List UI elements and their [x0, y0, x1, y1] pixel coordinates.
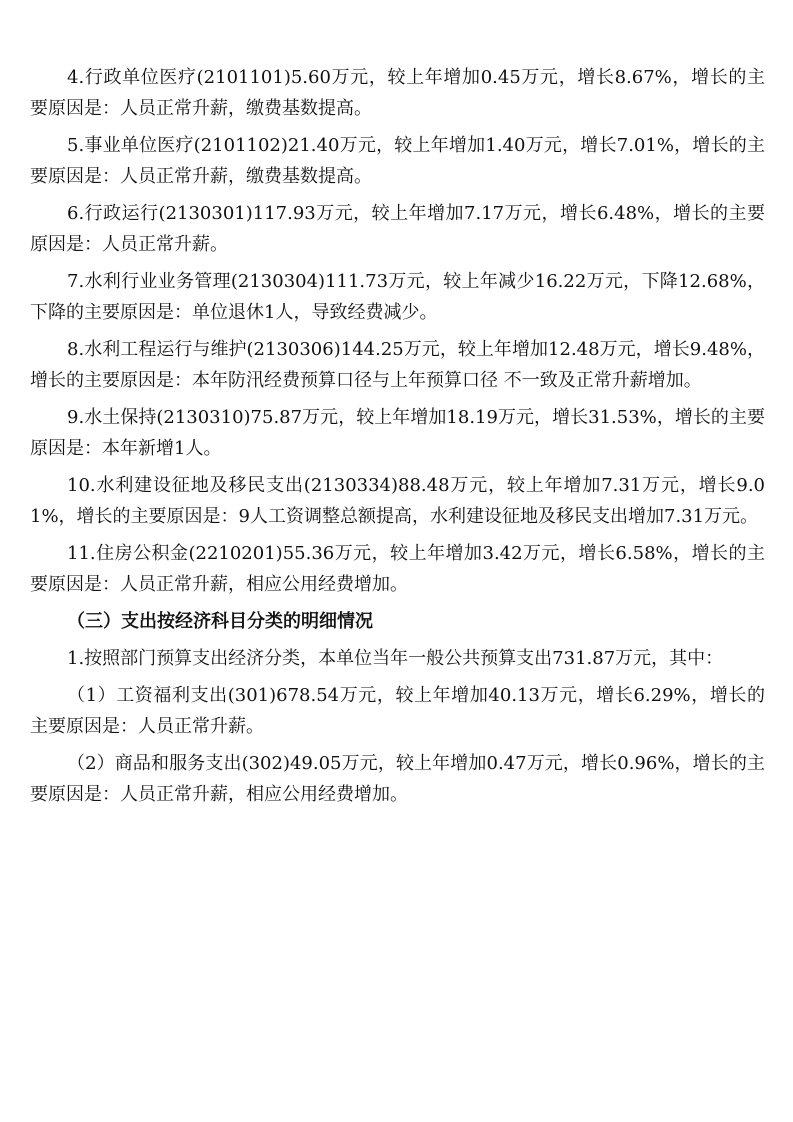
- paragraph-item-8: 8.水利工程运行与维护(2130306)144.25万元，较上年增加12.48万元，增长9.48%，增长的主要原因是：本年防汛经费预算口径与上年预算口径 不一致及正常升薪增加。: [30, 339, 765, 391]
- paragraph-item-6: 6.行政运行(2130301)117.93万元，较上年增加7.17万元，增长6.48%，增长的主要原因是：人员正常升薪。: [30, 203, 765, 255]
- paragraph-item-9: 9.水土保持(2130310)75.87万元，较上年增加18.19万元，增长31.53%，增长的主要原因是：本年新增1人。: [30, 407, 765, 459]
- section-heading: （三）支出按经济科目分类的明细情况: [67, 611, 373, 632]
- document-body: [30, 62, 765, 816]
- paragraph-item-10: 10.水利建设征地及移民支出(2130334)88.48万元，较上年增加7.31万元，增长9.01%，增长的主要原因是：9人工资调整总额提高，水利建设征地及移民支出增加7.31万元。: [30, 475, 765, 527]
- paragraph-item-5: 5.事业单位医疗(2101102)21.40万元，较上年增加1.40万元，增长7.01%，增长的主要原因是：人员正常升薪，缴费基数提高。: [30, 135, 765, 187]
- paragraph-item-4: 4.行政单位医疗(2101101)5.60万元，较上年增加0.45万元，增长8.67%，增长的主要原因是：人员正常升薪，缴费基数提高。: [30, 67, 765, 119]
- paragraph-item-7: 7.水利行业业务管理(2130304)111.73万元，较上年减少16.22万元，下降12.68%，下降的主要原因是：单位退休1人，导致经费减少。: [30, 271, 765, 323]
- paragraph-item-11: 11.住房公积金(2210201)55.36万元，较上年增加3.42万元，增长6.58%，增长的主要原因是：人员正常升薪，相应公用经费增加。: [30, 543, 765, 595]
- section-paragraph-wages: （1）工资福利支出(301)678.54万元，较上年增加40.13万元，增长6.29%，增长的主要原因是：人员正常升薪。: [30, 685, 765, 737]
- section-paragraph-goods-services: （2）商品和服务支出(302)49.05万元，较上年增加0.47万元，增长0.96%，增长的主要原因是：人员正常升薪，相应公用经费增加。: [30, 753, 766, 805]
- section-paragraph-intro: 1.按照部门预算支出经济分类，本单位当年一般公共预算支出731.87万元，其中：: [67, 648, 724, 669]
